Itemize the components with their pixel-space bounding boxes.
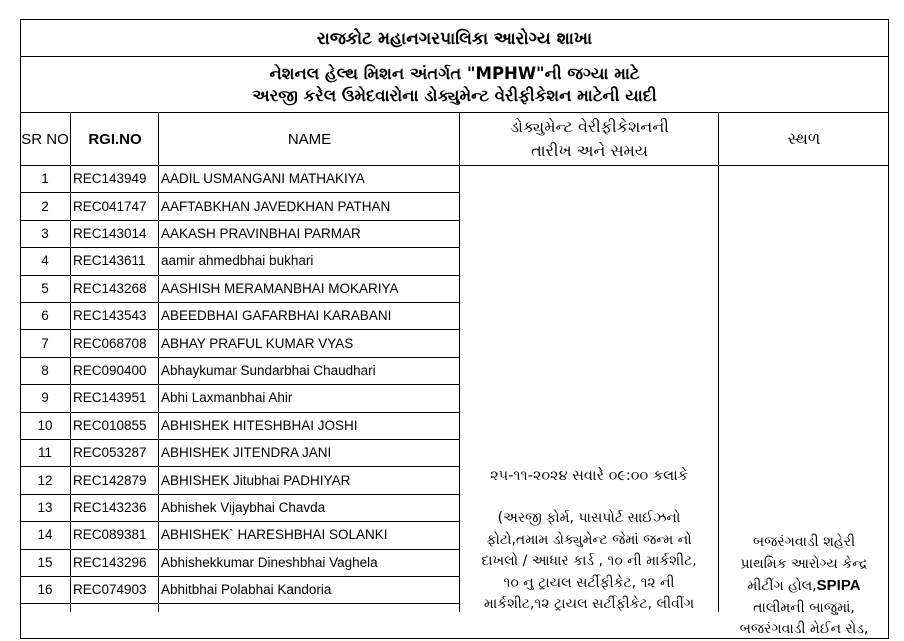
row-sr-no: 13 [37,499,53,515]
header-date-time [461,113,718,165]
row-sr-no: 10 [37,417,53,433]
verification-datetime: ૨૫-૧૧-૨૦૨૪ સવારે ૦૯:૦૦ કલાકે [490,468,688,484]
table-row [20,549,459,576]
required-documents [462,508,716,616]
table-row [20,302,459,329]
row-sr-no: 1 [41,171,49,187]
row-reg-no: REC010855 [73,417,147,433]
table-row [20,192,459,219]
row-divider [20,576,460,577]
row-divider [20,384,460,385]
table-row [20,412,459,439]
row-sr-no: 3 [41,225,49,241]
row-reg-no: REC143951 [73,390,147,406]
row-reg-no: REC143014 [73,225,147,241]
row-reg-no: REC041747 [73,198,147,214]
row-name: Abhaykumar Sundarbhai Chaudhari [161,362,376,378]
row-name: ABHISHEK HITESHBHAI JOSHI [161,417,358,433]
column-divider [718,112,719,612]
row-sr-no: 4 [41,253,49,269]
table-row [20,357,459,384]
subtitle-line-2: અરજી કરેલ ઉમેદવારોના ડોક્યુમેન્ટ વેરીફીકેશન માટેની યાદી [252,86,657,105]
place-line-bold: SPIPA [816,577,861,594]
row-divider [20,302,460,303]
row-reg-no: REC143611 [73,253,146,269]
row-name: Abhishekkumar Dineshbhai Vaghela [161,554,378,570]
place-line: તાલીમની બાજુમાં, [753,599,855,616]
row-sr-no: 6 [41,308,49,324]
header-reg-no: RGI.NO [88,130,142,148]
row-name: aamir ahmedbhai bukhari [161,253,314,269]
row-reg-no: REC089381 [73,527,147,543]
documents-line: માર્કશીટ,૧૨ ટ્રાયલ સર્ટીફીકેટ, લીવીંગ [483,596,695,612]
table-row [20,439,459,466]
header-place: સ્થળ [787,129,821,148]
row-sr-no: 5 [41,280,49,296]
place-line: બજરંગવાડી શહેરી [752,534,856,550]
documents-line: (અરજી ફોર્મ, પાસપોર્ટ સાઈઝનો [497,510,681,526]
place-line-text: મીટીંગ હોલ, [747,578,817,594]
row-reg-no: REC143949 [73,171,147,187]
documents-line: દાખલો / આધાર કાર્ડ , ૧૦ ની માર્કશીટ, [481,553,697,569]
row-name: ABHAY PRAFUL KUMAR VYAS [161,335,354,351]
row-name: ABHISHEK` HARESHBHAI SOLANKI [161,527,388,543]
row-divider [20,521,460,522]
row-name: AAKASH PRAVINBHAI PARMAR [161,225,361,241]
row-name: ABHISHEK Jitubhai PADHIYAR [161,472,351,488]
row-divider [20,549,460,550]
documents-line: ૧૦ નુ ટ્રાયલ સર્ટીફીકેટ, ૧૨ ની [503,574,675,591]
row-name: ABHISHEK JITENDRA JANI [161,445,332,461]
row-divider [20,247,460,248]
row-sr-no: 9 [41,390,49,406]
row-divider [20,220,460,221]
table-row [20,384,459,411]
row-reg-no: REC143236 [73,499,147,515]
table-row [20,220,459,247]
row-divider [20,275,460,276]
place-line [721,575,887,598]
verification-place [721,532,887,641]
column-divider [459,112,460,612]
header-sr-no: SR NO [21,130,69,148]
subtitle-line-1: નેશનલ હેલ્થ મિશન અંતર્ગત "MPHW"ની જગ્યા માટે [269,64,640,83]
row-reg-no: REC068708 [73,335,147,351]
row-name: AADIL USMANGANI MATHAKIYA [161,171,365,187]
row-reg-no: REC142879 [73,472,147,488]
header-name: NAME [287,130,332,148]
row-name: Abhishek Vijaybhai Chavda [161,499,326,515]
row-sr-no: 2 [41,198,49,214]
table-row [20,494,459,521]
page-subtitle [20,58,889,112]
row-sr-no: 16 [37,582,53,598]
row-reg-no: REC143296 [73,554,147,570]
row-divider [20,466,460,467]
table-row [20,521,459,548]
documents-line: ફોટો,તમામ ડોક્યુમેન્ટ જેમાં જન્મ નો [486,531,692,548]
row-divider [20,357,460,358]
page-title: રાજકોટ મહાનગરપાલિકા આરોગ્ય શાખા [316,28,593,49]
table-row [20,576,459,603]
row-divider [20,494,460,495]
row-sr-no: 7 [41,335,49,351]
row-reg-no: REC090400 [73,362,147,378]
row-sr-no: 15 [37,554,53,570]
row-reg-no: REC053287 [73,445,147,461]
header-date-line-1: ડોક્યુમેન્ટ વેરીફીકેશનની [510,117,669,136]
row-divider [20,439,460,440]
row-sr-no: 14 [37,527,53,543]
place-line: પ્રાથમિક આરોગ્ય કેન્દ્ર [740,555,868,572]
row-reg-no: REC074903 [73,582,147,598]
row-sr-no: 12 [37,472,53,488]
row-reg-no: REC143268 [73,280,147,296]
row-sr-no: 8 [41,362,49,378]
row-divider [20,192,460,193]
row-name: ABEEDBHAI GAFARBHAI KARABANI [161,308,392,324]
header-date-line-2: તારીખ અને સમય [531,141,648,160]
row-name: Abhi Laxmanbhai Ahir [161,390,293,406]
row-reg-no: REC143543 [73,308,147,324]
table-row [20,275,459,302]
table-row [20,247,459,274]
row-divider [20,603,460,604]
table-row [20,329,459,356]
row-name: Abhitbhai Polabhai Kandoria [161,582,332,598]
row-divider [20,329,460,330]
table-row [20,466,459,493]
row-name: AAFTABKHAN JAVEDKHAN PATHAN [161,198,391,214]
row-name: AASHISH MERAMANBHAI MOKARIYA [161,280,399,296]
place-line: બજરંગવાડી મેઈન રોડ, [739,621,869,637]
row-divider [20,412,460,413]
row-sr-no: 11 [37,445,52,461]
table-row [20,165,459,192]
